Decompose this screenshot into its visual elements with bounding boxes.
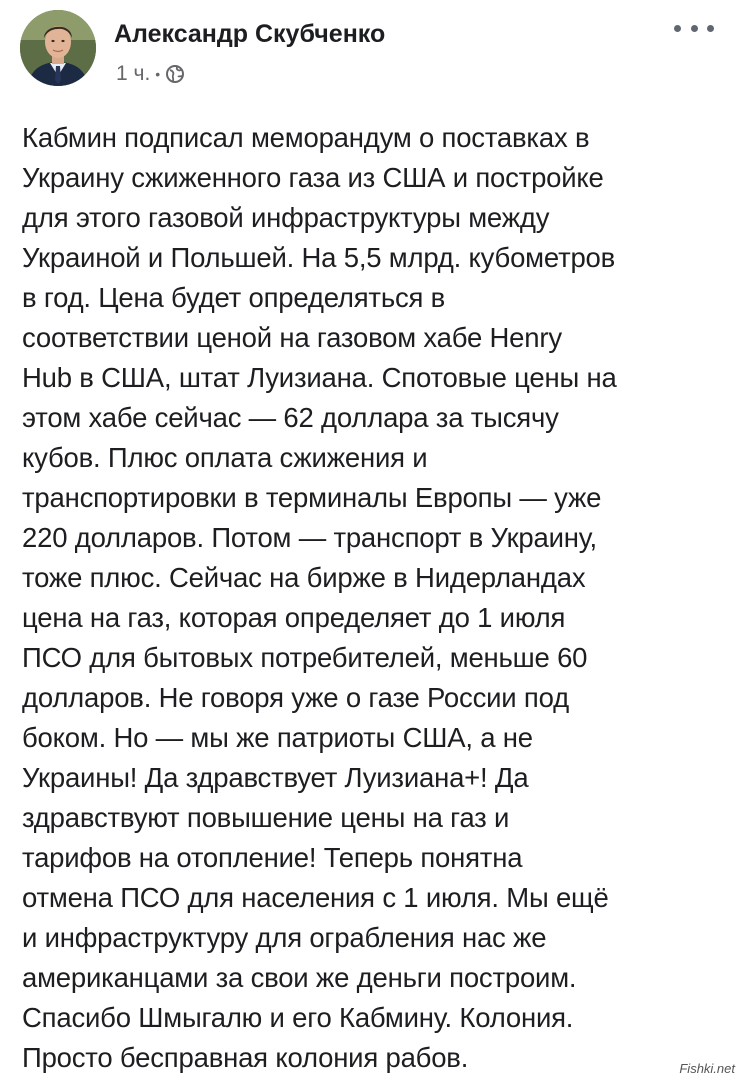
author-avatar[interactable] — [20, 10, 96, 86]
post-time[interactable]: 1 ч. — [116, 62, 151, 85]
more-horizontal-icon-dot — [674, 25, 681, 32]
author-name[interactable]: Александр Скубченко — [114, 20, 386, 48]
post-meta — [116, 62, 185, 86]
meta-separator: • — [155, 66, 161, 82]
more-horizontal-icon-dot — [691, 25, 698, 32]
more-options-button[interactable] — [674, 16, 714, 40]
avatar-image — [20, 10, 96, 86]
post-header — [20, 10, 720, 90]
watermark: Fishki.net — [679, 1061, 735, 1076]
post-text: Кабмин подписал меморандум о поставках в Украину сжиженного газа из США и постройке для этого газовой инфраструктуры между Украиной и Польшей. На 5,5 млрд. кубометров в год. Цена будет определяться в соответствии ценой на газовом хабе Henry Hub в США, штат Луизиана. Спотовые цены на этом хабе сейчас — 62 доллара за тысячу кубов. Плюс оплата сжижения и транспортировки в терминалы Европы — уже 220 долларов. Потом — транспорт в Украину, тоже плюс. Сейчас на бирже в Нидерландах цена на газ, которая определяет до 1 июля ПСО для бытовых потребителей, меньше 60 долларов. Не говоря уже о газе России под боком. Но — мы же патриоты США, а не Украины! Да здравствует Луизиана+! Да здравствуют повышение цены на газ и тарифов на отопление! Теперь понятна отмена ПСО для населения с 1 июля. Мы ещё и инфраструктуру для ограбления нас же американцами за свои же деньги построим. Спасибо Шмыгалю и его Кабмину. Колония. Просто бесправная колония рабов. — [22, 122, 617, 1073]
more-horizontal-icon-dot — [707, 25, 714, 32]
globe-icon — [165, 64, 185, 84]
